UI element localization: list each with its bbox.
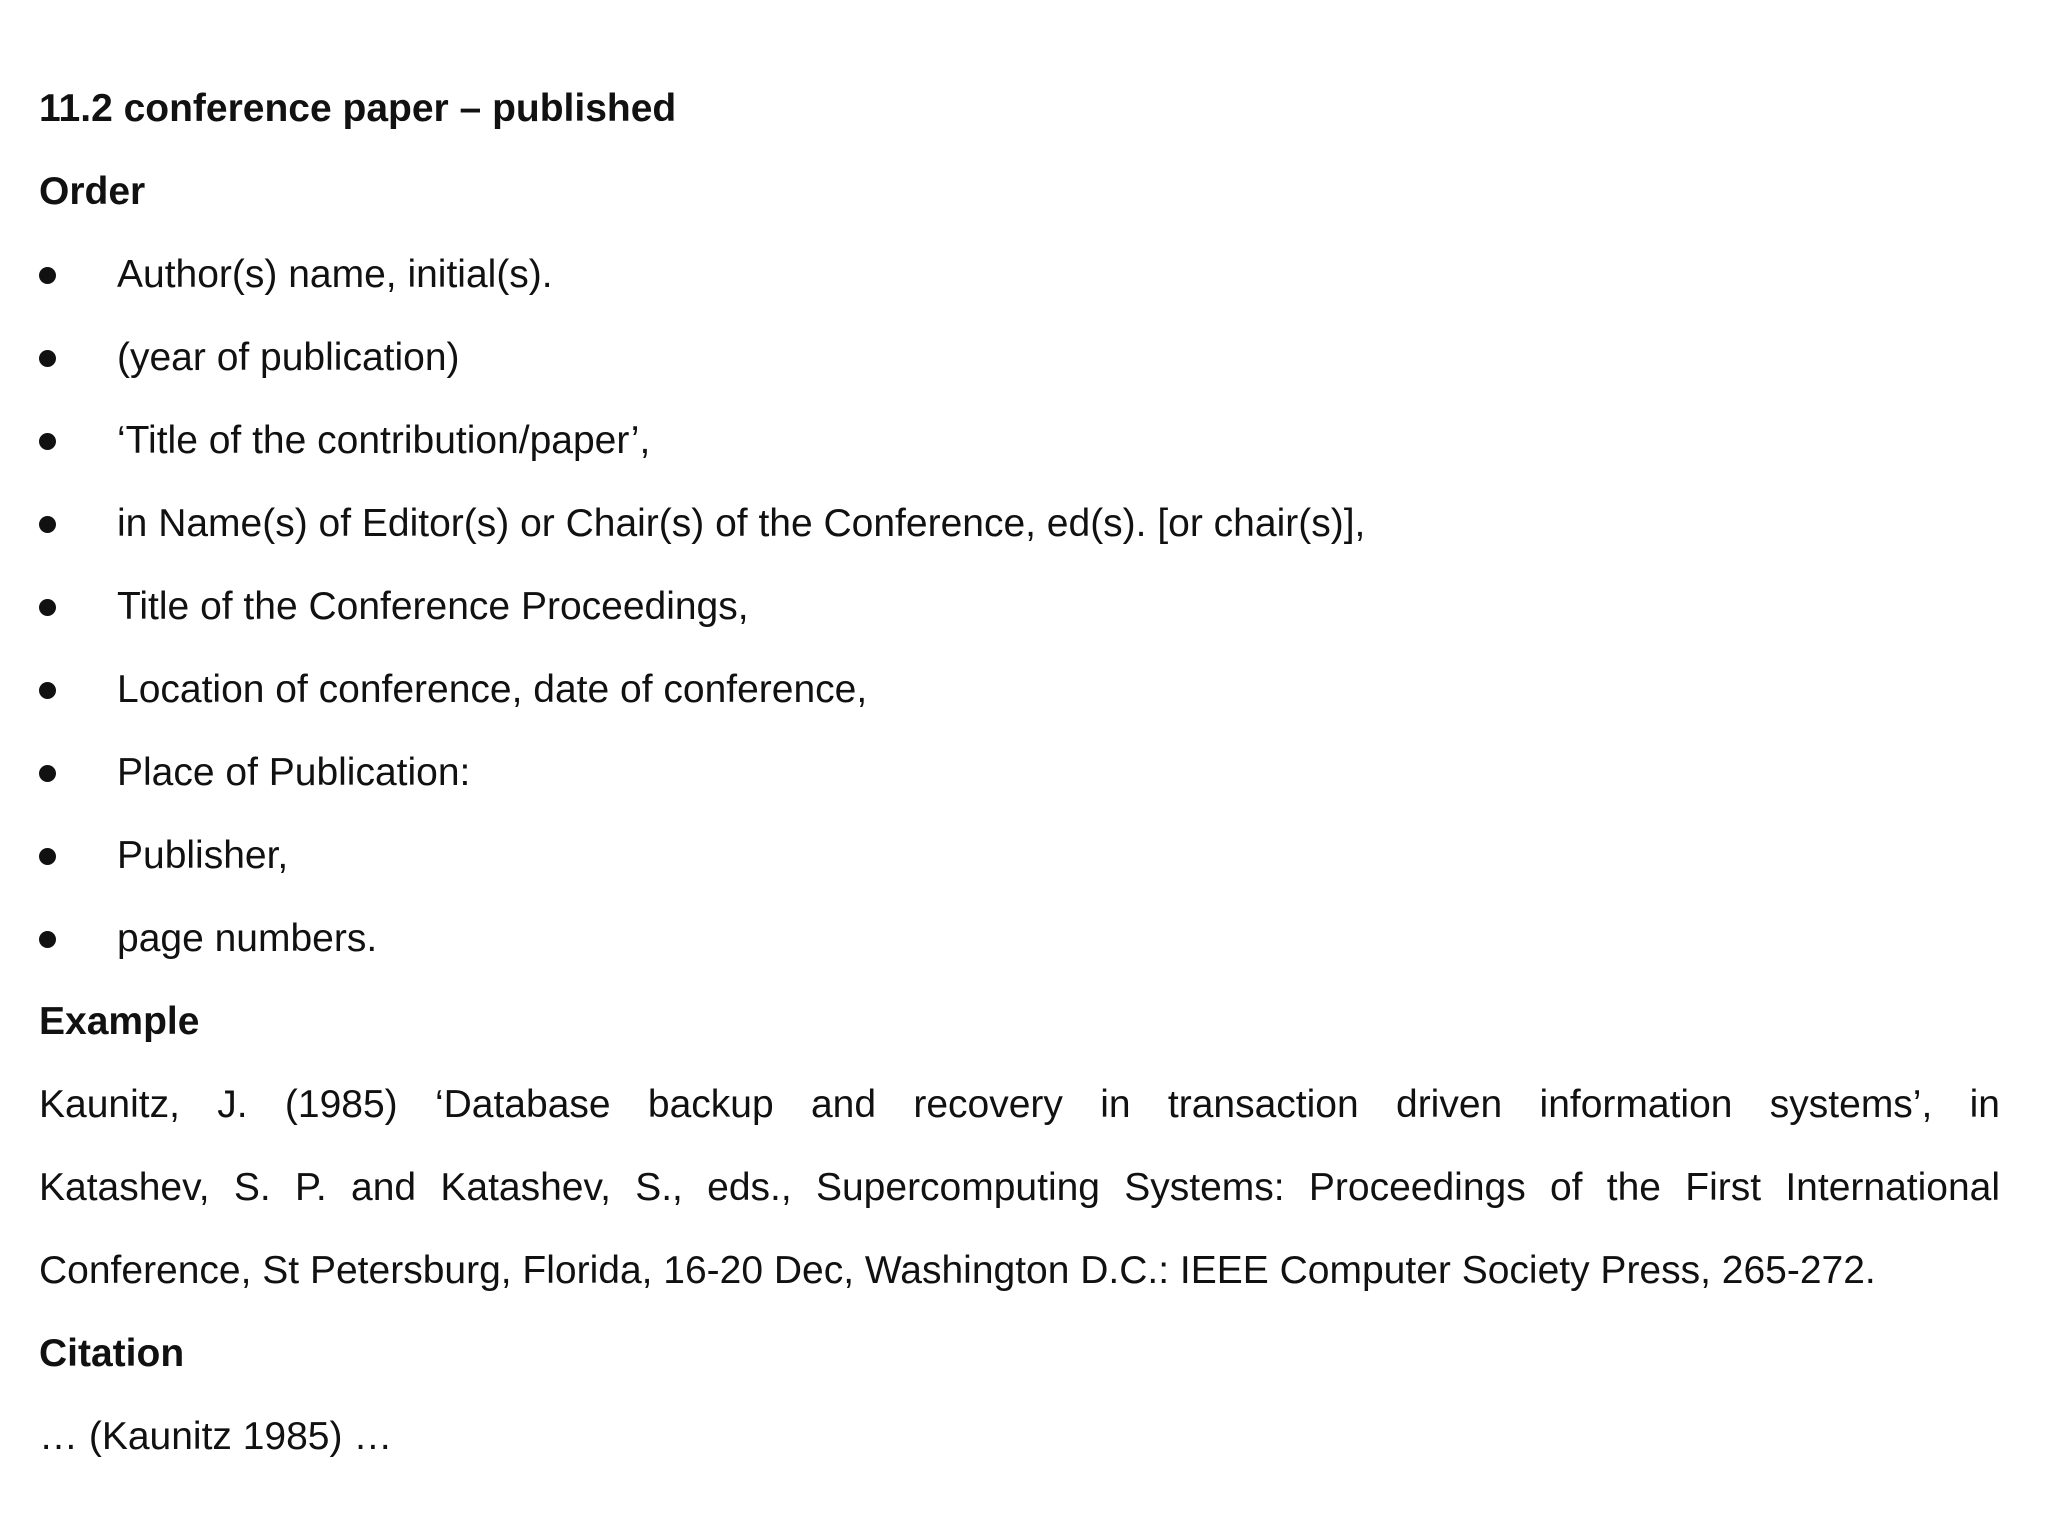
order-item-text: (year of publication)	[117, 336, 460, 379]
citation-text: … (Kaunitz 1985) …	[39, 1415, 393, 1458]
order-item-text: page numbers.	[117, 917, 378, 960]
example-line: Conference, St Petersburg, Florida, 16-20 Dec, Washington D.C.: IEEE Computer Society Press, 265-272.	[39, 1249, 1876, 1292]
order-item	[39, 582, 1999, 632]
bullet-icon	[39, 516, 56, 533]
citation-label: Citation	[39, 1332, 185, 1375]
bullet-icon	[39, 267, 56, 284]
bullet-icon	[39, 848, 56, 865]
order-item	[39, 748, 1999, 798]
section-heading: 11.2 conference paper – published	[39, 87, 677, 130]
order-item	[39, 914, 1999, 964]
example-label: Example	[39, 1000, 200, 1043]
order-item-text: in Name(s) of Editor(s) or Chair(s) of the Conference, ed(s). [or chair(s)],	[117, 502, 1366, 545]
example-line: Katashev, S. P. and Katashev, S., eds., Supercomputing Systems: Proceedings of the First International	[39, 1166, 2000, 1209]
order-item	[39, 333, 1999, 383]
order-item	[39, 831, 1999, 881]
order-item	[39, 416, 1999, 466]
bullet-icon	[39, 599, 56, 616]
order-item-text: Publisher,	[117, 834, 289, 877]
order-item-text: Author(s) name, initial(s).	[117, 253, 553, 296]
bullet-icon	[39, 433, 56, 450]
order-label: Order	[39, 170, 146, 213]
order-item	[39, 665, 1999, 715]
order-item-text: Title of the Conference Proceedings,	[117, 585, 749, 628]
bullet-icon	[39, 350, 56, 367]
example-line: Kaunitz, J. (1985) ‘Database backup and recovery in transaction driven information systems’, in	[39, 1083, 2000, 1126]
bullet-icon	[39, 931, 56, 948]
order-item-text: Location of conference, date of conference,	[117, 668, 868, 711]
order-item-text: ‘Title of the contribution/paper’,	[117, 419, 651, 462]
order-item	[39, 250, 1999, 300]
order-item-text: Place of Publication:	[117, 751, 471, 794]
bullet-icon	[39, 682, 56, 699]
bullet-icon	[39, 765, 56, 782]
order-item	[39, 499, 1999, 549]
